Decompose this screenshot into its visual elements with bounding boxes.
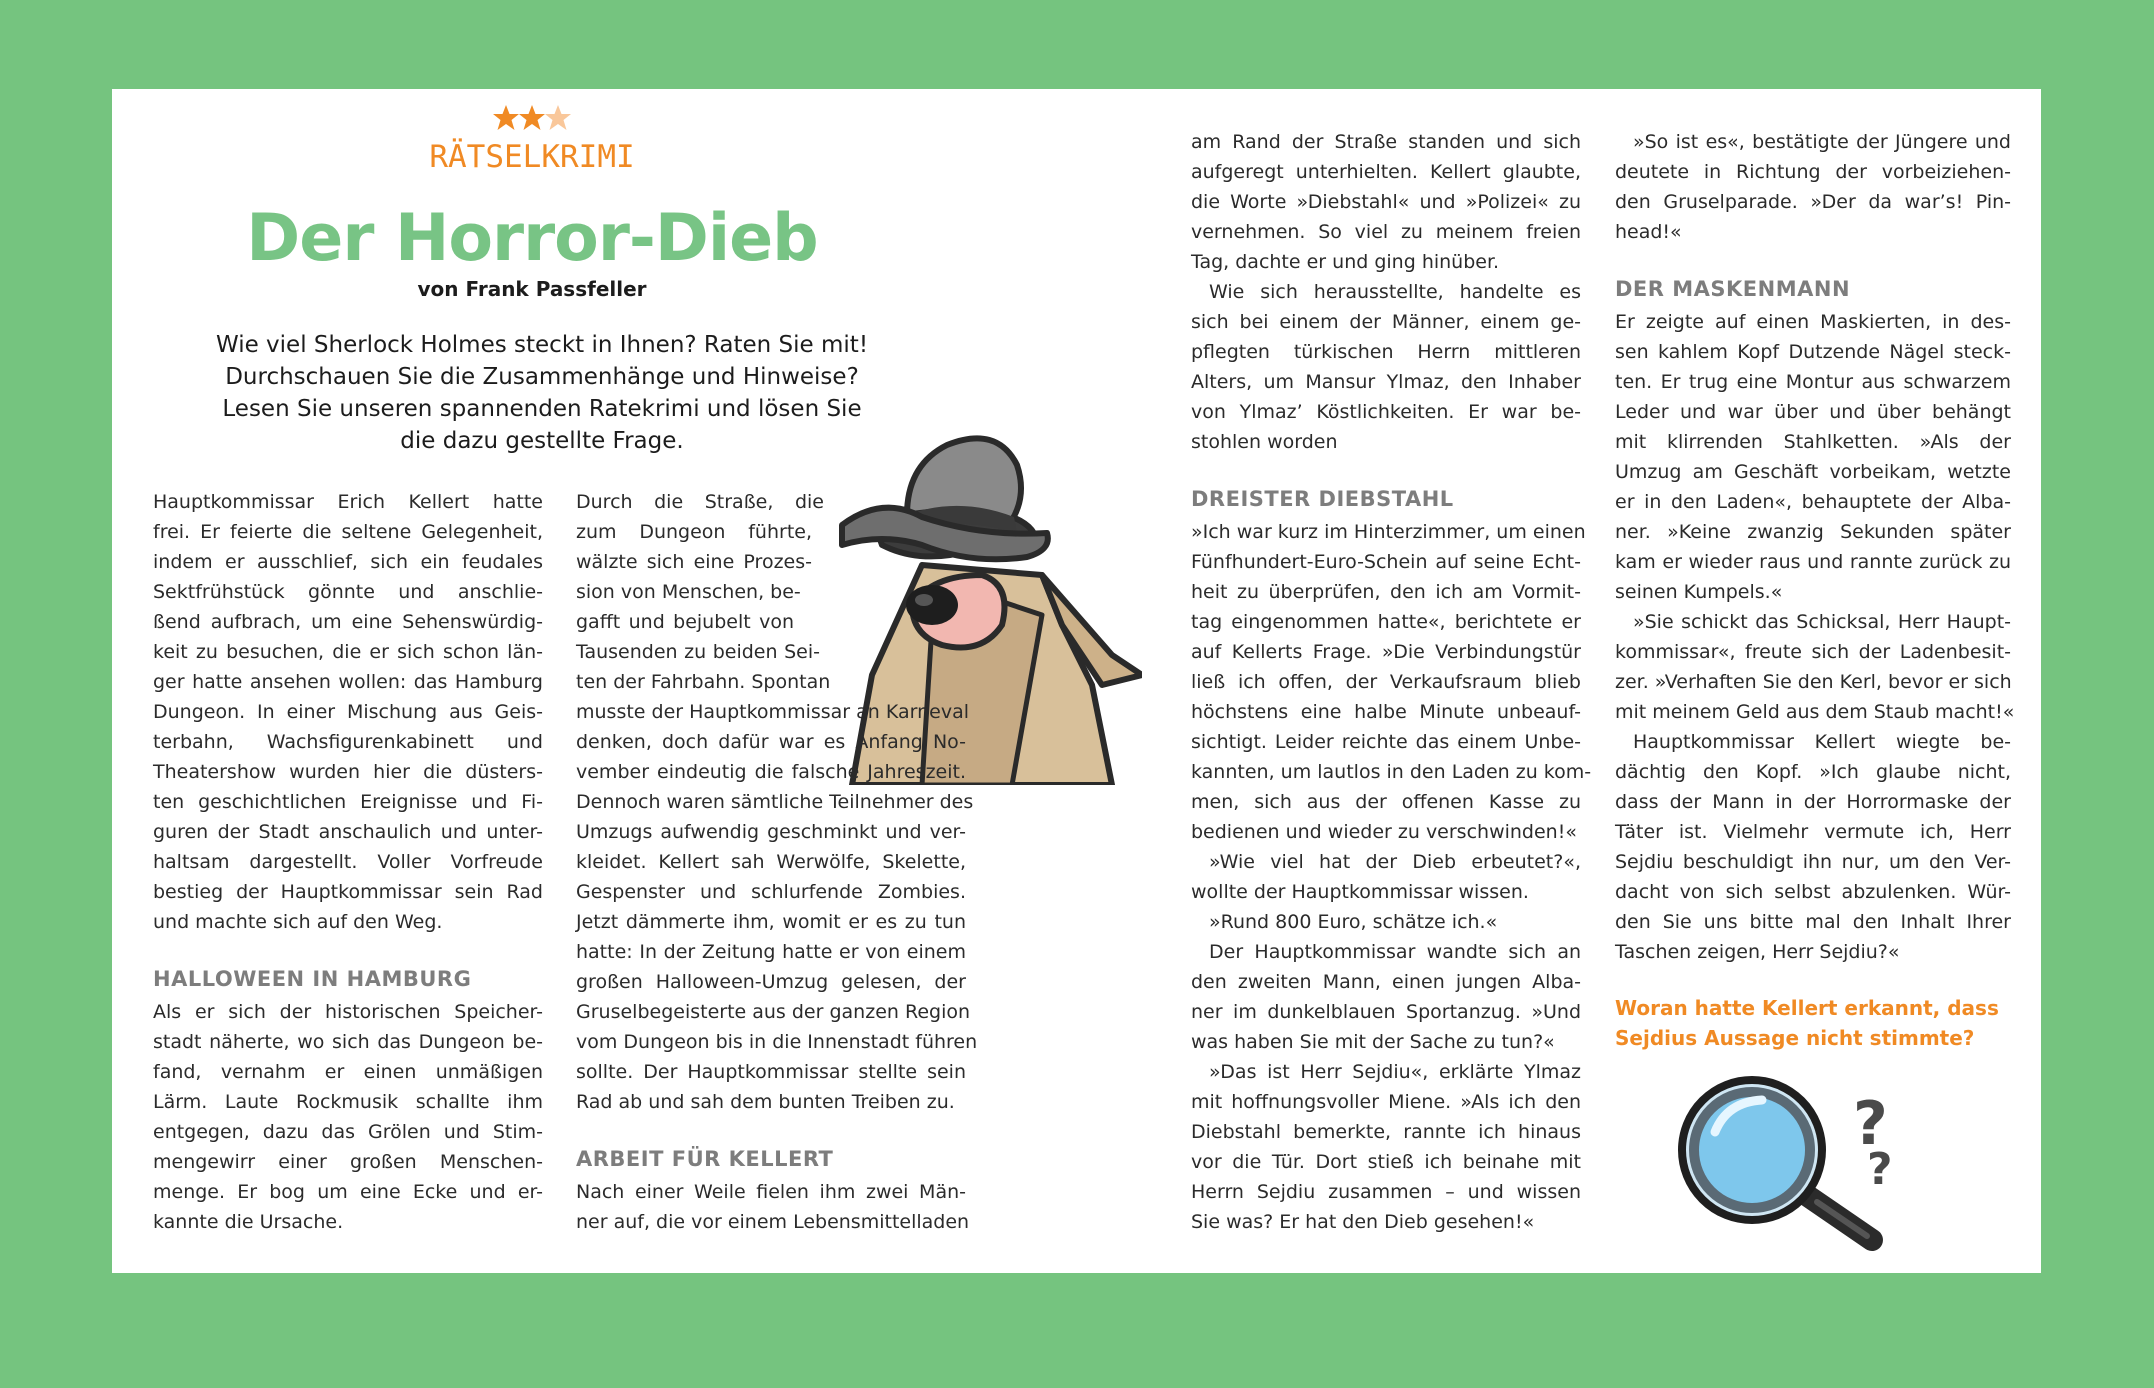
section-heading: ARBEIT FÜR KELLERT	[576, 1147, 834, 1171]
text-line: Sie was? Er hat den Dieb gesehen!«	[1191, 1211, 1535, 1233]
text-line: musste der Hauptkommissar an Karneval	[576, 701, 970, 723]
text-line: tag eingenommen hatte«, berichtete er	[1191, 611, 1581, 633]
text-line: Er zeigte auf einen Maskierten, in des-	[1615, 311, 2011, 333]
star-icon	[519, 105, 545, 130]
text-line: die Worte »Diebstahl« und »Polizei« zu	[1191, 191, 1581, 213]
text-line: kam er wieder raus und rannte zurück zu	[1615, 551, 2011, 573]
text-line: wollte der Hauptkommissar wissen.	[1191, 881, 1529, 903]
text-line: vor die Tür. Dort stieß ich beinahe mit	[1191, 1151, 1581, 1173]
text-line: Gespenster und schlurfende Zombies.	[576, 881, 966, 903]
text-line: was haben Sie mit der Sache zu tun?«	[1191, 1031, 1555, 1053]
text-line: mit meinem Geld aus dem Staub macht!«	[1615, 701, 2015, 723]
text-line: wälzte sich eine Prozes-	[576, 551, 812, 573]
text-line: ner auf, die vor einem Lebensmittelladen	[576, 1211, 970, 1233]
column-3	[1191, 127, 1592, 1237]
text-line: deutete in Richtung der vorbeiziehen-	[1615, 161, 2011, 183]
star-icon	[493, 105, 519, 130]
text-line: denken, doch dafür war es Anfang No-	[576, 731, 966, 753]
text-line: »So ist es«, bestätigte der Jüngere und	[1633, 131, 2011, 153]
intro-line: Wie viel Sherlock Holmes steckt in Ihnen? Raten Sie mit!	[215, 332, 869, 358]
section-heading: DER MASKENMANN	[1615, 277, 1851, 301]
column-1	[153, 487, 543, 1237]
text-line: kleidet. Kellert sah Werwölfe, Skelette,	[576, 851, 966, 873]
text-line: pflegten türkischen Herrn mittleren	[1191, 341, 1581, 363]
text-line: Nach einer Weile fielen ihm zwei Män-	[576, 1181, 966, 1203]
text-line: Tag, dachte er und ging hinüber.	[1191, 251, 1500, 273]
text-line: bedienen und wieder zu verschwinden!«	[1191, 821, 1577, 843]
text-line: dass der Mann in der Horrormaske der	[1615, 791, 2011, 813]
text-line: Sektfrühstück gönnte und anschlie-	[153, 581, 543, 603]
text-line: Jetzt dämmerte ihm, womit er es zu tun	[576, 911, 966, 933]
article-title: Der Horror-Dieb	[246, 201, 818, 276]
text-line: Umzug am Geschäft vorbeikam, wetzte	[1615, 461, 2011, 483]
column-2	[576, 487, 978, 1237]
text-line: seinen Kumpels.«	[1615, 581, 1783, 603]
text-line: Umzugs aufwendig geschminkt und ver-	[576, 821, 966, 843]
text-line: gafft und bejubelt von	[576, 611, 794, 633]
text-line: kommissar«, freute sich der Ladenbesit-	[1615, 641, 2011, 663]
intro-line: die dazu gestellte Frage.	[400, 428, 684, 454]
text-line: head!«	[1615, 221, 1682, 243]
text-line: Sejdiu beschuldigt ihn nur, um den Ver-	[1615, 851, 2011, 873]
text-line: »Das ist Herr Sejdiu«, erklärte Ylmaz	[1209, 1061, 1581, 1083]
text-line: haltsam dargestellt. Voller Vorfreude	[153, 851, 543, 873]
text-line: keit zu besuchen, die er sich schon län-	[153, 641, 543, 663]
text-line: stadt näherte, wo sich das Dungeon be-	[153, 1031, 543, 1053]
text-line: den Sie uns bitte mal den Inhalt Ihrer	[1615, 911, 2011, 933]
text-line: stohlen worden	[1191, 431, 1338, 453]
text-line: Diebstahl bemerkte, rannte ich hinaus	[1191, 1121, 1581, 1143]
text-line: Theatershow wurden hier die düsters-	[153, 761, 543, 783]
text-line: »Sie schickt das Schicksal, Herr Haupt-	[1633, 611, 2011, 633]
text-line: mit klirrenden Stahlketten. »Als der	[1615, 431, 2011, 453]
text-line: vom Dungeon bis in die Innenstadt führen	[576, 1031, 978, 1053]
text-line: ten geschichtlichen Ereignisse und Fi-	[153, 791, 543, 813]
text-line: aufgeregt unterhielten. Kellert glaubte,	[1191, 161, 1581, 183]
magnifier-question-illustration	[1667, 1072, 1897, 1262]
text-line: sollte. Der Hauptkommissar stellte sein	[576, 1061, 966, 1083]
text-line: Rad ab und sah dem bunten Treiben zu.	[576, 1091, 955, 1113]
text-line: frei. Er feierte die seltene Gelegenheit,	[153, 521, 543, 543]
intro-line: Durchschauen Sie die Zusammenhänge und Hinweise?	[225, 364, 859, 390]
text-line: Der Hauptkommissar wandte sich an	[1209, 941, 1581, 963]
text-line: heit zu überprüfen, den ich am Vormit-	[1191, 581, 1581, 603]
text-line: ten der Fahrbahn. Spontan	[576, 671, 831, 693]
text-line: großen Halloween-Umzug gelesen, der	[576, 971, 966, 993]
text-line: Fünfhundert-Euro-Schein auf seine Echt-	[1191, 551, 1581, 573]
text-line: er in den Laden«, behauptete der Alba-	[1615, 491, 2011, 513]
text-line: kannten, um lautlos in den Laden zu kom-	[1191, 761, 1592, 783]
magazine-page	[112, 89, 2041, 1273]
text-line: Dennoch waren sämtliche Teilnehmer des	[576, 791, 974, 813]
text-line: bestieg der Hauptkommissar sein Rad	[153, 881, 543, 903]
text-line: »Rund 800 Euro, schätze ich.«	[1209, 911, 1498, 933]
text-line: »Wie viel hat der Dieb erbeutet?«,	[1209, 851, 1581, 873]
text-line: »Ich war kurz im Hinterzimmer, um einen	[1191, 521, 1586, 543]
text-line: kannte die Ursache.	[153, 1211, 344, 1233]
intro-text	[197, 329, 887, 457]
text-line: sichtigt. Leider reichte das einem Unbe-	[1191, 731, 1581, 753]
text-line: ten. Er trug eine Montur aus schwarzem	[1615, 371, 2011, 393]
intro-line: Lesen Sie unseren spannenden Ratekrimi und lösen Sie	[222, 396, 862, 422]
puzzle-question: Sejdius Aussage nicht stimmte?	[1615, 1026, 1975, 1050]
text-line: Herrn Sejdiu zusammen – und wissen	[1191, 1181, 1581, 1203]
text-line: von Ylmaz’ Köstlichkeiten. Er war be-	[1191, 401, 1581, 423]
text-line: sen kahlem Kopf Dutzende Nägel steck-	[1615, 341, 2011, 363]
text-line: entgegen, dazu das Grölen und Stim-	[153, 1121, 543, 1143]
text-line: Tausenden zu beiden Sei-	[576, 641, 820, 663]
puzzle-question: Woran hatte Kellert erkannt, dass	[1615, 996, 1999, 1020]
text-line: sich bei einem der Männer, einem ge-	[1191, 311, 1581, 333]
text-line: indem er ausschlief, sich ein feudales	[153, 551, 543, 573]
column-4	[1615, 127, 2015, 1053]
section-kicker: RÄTSELKRIMI	[429, 139, 635, 175]
text-line: vember eindeutig die falsche Jahreszeit.	[576, 761, 966, 783]
text-line: Leder und war über und über behängt	[1615, 401, 2011, 423]
rating-stars	[492, 103, 576, 137]
text-line: den Gruselparade. »Der da war’s! Pin-	[1615, 191, 2011, 213]
text-line: ßend aufbrach, um eine Sehenswürdig-	[153, 611, 543, 633]
text-line: fand, vernahm er einen unmäßigen	[153, 1061, 543, 1083]
byline: von Frank Passfeller	[417, 277, 647, 301]
text-line: am Rand der Straße standen und sich	[1191, 131, 1581, 153]
text-line: Hauptkommissar Kellert wiegte be-	[1633, 731, 2011, 753]
text-line: Als er sich der historischen Speicher-	[153, 1001, 543, 1023]
text-line: vernehmen. So viel zu meinem freien	[1191, 221, 1581, 243]
svg-text:?: ?	[1867, 1144, 1893, 1195]
text-line: mengewirr einer großen Menschen-	[153, 1151, 543, 1173]
text-line: guren der Stadt anschaulich und unter-	[153, 821, 543, 843]
section-heading: HALLOWEEN IN HAMBURG	[153, 967, 472, 991]
text-line: Gruselbegeisterte aus der ganzen Region	[576, 1001, 971, 1023]
text-line: Durch die Straße, die	[576, 491, 824, 513]
text-line: und machte sich auf den Weg.	[153, 911, 443, 933]
text-line: den zweiten Mann, einen jungen Alba-	[1191, 971, 1581, 993]
text-line: Hauptkommissar Erich Kellert hatte	[153, 491, 543, 513]
star-icon	[545, 105, 571, 130]
text-line: ner. »Keine zwanzig Sekunden später	[1615, 521, 2011, 543]
text-line: Täter ist. Vielmehr vermute ich, Herr	[1615, 821, 2011, 843]
text-line: sion von Menschen, be-	[576, 581, 801, 603]
text-line: Dungeon. In einer Mischung aus Geis-	[153, 701, 543, 723]
svg-text:?: ?	[1853, 1089, 1888, 1159]
text-line: mit hoffnungsvoller Miene. »Als ich den	[1191, 1091, 1581, 1113]
text-line: ner im dunkelblauen Sportanzug. »Und	[1191, 1001, 1581, 1023]
text-line: hatte: In der Zeitung hatte er von einem	[576, 941, 966, 963]
text-line: men, sich aus der offenen Kasse zu	[1191, 791, 1581, 813]
text-line: zum Dungeon führte,	[576, 521, 812, 543]
text-line: dacht von sich selbst abzulenken. Wür-	[1615, 881, 2011, 903]
text-line: dächtig den Kopf. »Ich glaube nicht,	[1615, 761, 2011, 783]
text-line: ließ ich offen, der Verkaufsraum blieb	[1191, 671, 1581, 693]
text-line: höchstens eine halbe Minute unbeauf-	[1191, 701, 1581, 723]
text-line: Lärm. Laute Rockmusik schallte ihm	[153, 1091, 543, 1113]
section-heading: DREISTER DIEBSTAHL	[1191, 487, 1454, 511]
text-line: Wie sich herausstellte, handelte es	[1209, 281, 1581, 303]
text-line: menge. Er bog um eine Ecke und er-	[153, 1181, 543, 1203]
text-line: Alters, um Mansur Ylmaz, den Inhaber	[1191, 371, 1581, 393]
text-line: Taschen zeigen, Herr Sejdiu?«	[1615, 941, 1900, 963]
text-line: auf Kellerts Frage. »Die Verbindungstür	[1191, 641, 1581, 663]
text-line: terbahn, Wachsfigurenkabinett und	[153, 731, 543, 753]
text-line: ger hatte ansehen wollen: das Hamburg	[153, 671, 543, 693]
text-line: zer. »Verhaften Sie den Kerl, bevor er sich	[1615, 671, 2012, 693]
